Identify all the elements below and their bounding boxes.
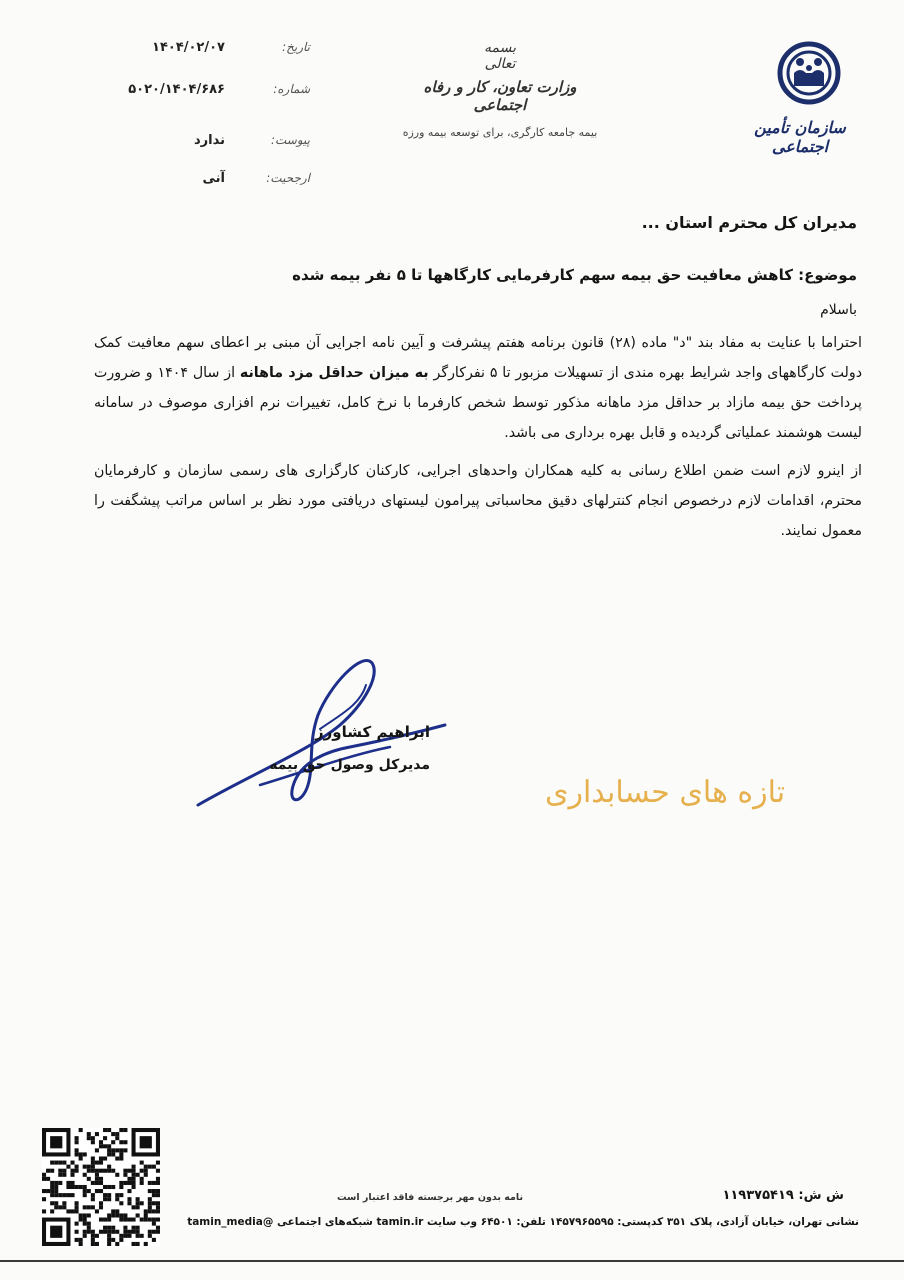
number-value: ۵۰۲۰/۱۴۰۴/۶۸۶ xyxy=(128,82,225,97)
organization-logo-icon xyxy=(769,40,849,110)
date-label: تاریخ: xyxy=(282,40,310,54)
body-paragraph-2: از اینرو لازم است ضمن اطلاع رسانی به کلیه همکاران واحدهای اجرایی، کارکنان کارگزاری های رسمی سازمان و کارفرمایان محترم، اقدامات لازم درخصوص انجام کنترلهای دقیق محاسباتی پیرامون لیستهای دریافتی مورد نظر بر اساس مراتب پیشگفت را معمول نمایند. xyxy=(94,463,862,539)
number-label: شماره: xyxy=(273,82,310,96)
footer-address: نشانی تهران، خیابان آزادی، پلاک ۳۵۱ کدپستی: ۱۴۵۷۹۶۵۵۹۵ تلفن: ۶۴۵۰۱ وب سایت tamin.ir شبکه‌های اجتماعی @tamin_media xyxy=(187,1216,859,1228)
priority-value: آنی xyxy=(202,171,225,186)
priority-row xyxy=(110,171,310,193)
signer-name: ابراهیم کشاورز xyxy=(315,723,430,741)
paragraph-1-text-c: از سال ۱۴۰۴ و ضرورت پرداخت حق بیمه مازاد بر حداقل مزد ماهانه مذکور توسط شخص کارفرما با نرخ کامل، تغییرات نرم افزاری موصوف در سامانه لیست هوشمند عملیاتی گردیده و قابل بهره برداری می باشد. xyxy=(94,365,862,441)
organization-name: سازمان تأمین اجتماعی xyxy=(754,118,846,156)
ministry-name: وزارت تعاون، کار و رفاه اجتماعی xyxy=(423,78,577,114)
date-value: ۱۴۰۴/۰۲/۰۷ xyxy=(152,40,225,55)
postal-code: ش ش: ۱۱۹۳۷۵۴۱۹ xyxy=(722,1188,844,1203)
attachment-label: پیوست: xyxy=(270,133,310,147)
watermark-text: تازه های حسابداری xyxy=(545,775,786,810)
subject-line: موضوع: کاهش معافیت حق بیمه سهم کارفرمایی کارگاهها تا ۵ نفر بیمه شده xyxy=(292,266,857,284)
priority-label: ارجحیت: xyxy=(266,171,310,185)
attachment-value: ندارد xyxy=(193,133,225,148)
attachment-row xyxy=(110,133,310,155)
ministry-motto: بیمه جامعه کارگری، برای توسعه بیمه ورزه xyxy=(402,126,598,139)
basmala: بسمه تعالی xyxy=(484,40,516,72)
footer-divider xyxy=(0,1260,904,1262)
paragraph-1-bold-text: به میزان حداقل مزد ماهانه xyxy=(239,365,429,381)
stamp-validity-note: نامه بدون مهر برجسته فاقد اعتبار است xyxy=(336,1192,524,1203)
paragraph-1-text-a: احتراما با عنایت به مفاد بند "د" ماده (۲۸) قانون برنامه هفتم پیشرفت و آیین نامه اجرایی آن مبنی بر اعطای سهم معافیت کمک دولت کارگاههای واجد شرایط بهره مندی از تسهیلات مزبور تا ۵ نفرکارگر xyxy=(94,335,863,381)
date-row xyxy=(110,40,310,62)
qr-code-icon xyxy=(42,1128,160,1246)
body-paragraph-1 xyxy=(94,328,862,448)
number-row xyxy=(110,82,310,104)
greeting: باسلام xyxy=(820,302,857,318)
addressee: مدیران کل محترم استان ... xyxy=(641,213,857,232)
signer-title: مدیرکل وصول حق بیمه xyxy=(269,757,430,773)
